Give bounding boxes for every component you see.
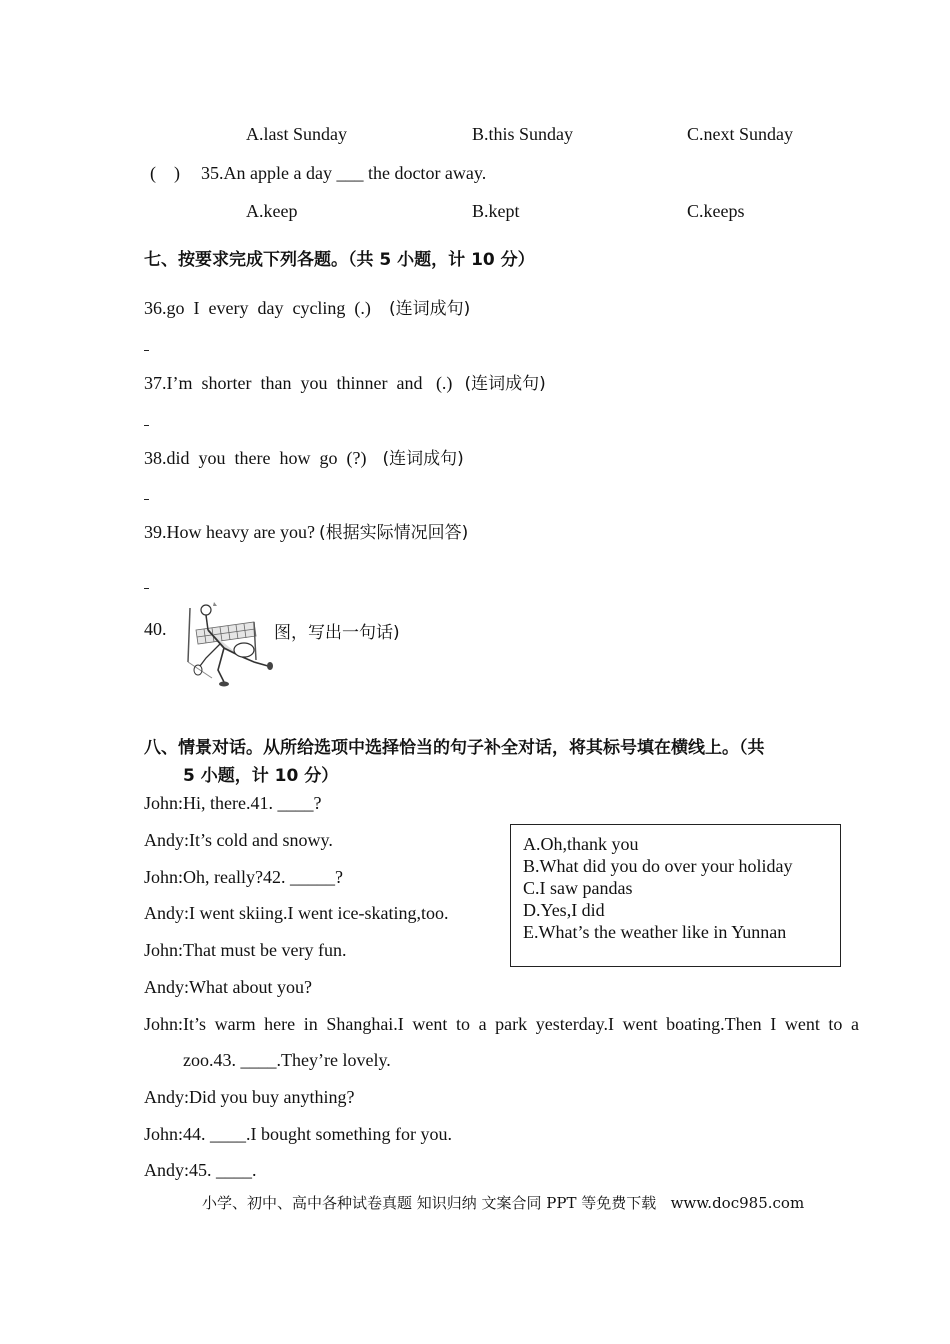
dialogue-line-2: Andy:It’s cold and snowy.: [144, 830, 333, 850]
dialogue-line-7-cont: zoo.43. ____.They’re lovely.: [183, 1050, 391, 1070]
dialogue-line-4: Andy:I went skiing.I went ice-skating,too.: [144, 903, 449, 923]
q35-stem: 35.An apple a day ___ the doctor away.: [201, 163, 487, 183]
section7-title: 七、按要求完成下列各题。（共 5 小题，计 10 分）: [144, 250, 535, 270]
option-b: B.What did you do over your holiday: [523, 856, 793, 876]
dialogue-line-10: Andy:45. ____.: [144, 1160, 257, 1180]
q34-option-a: A.last Sunday: [246, 124, 347, 144]
q39-text: 39.How heavy are you?: [144, 522, 315, 542]
q36-hint: (连词成句): [388, 299, 471, 319]
q35-option-c: C.keeps: [687, 201, 745, 221]
section8-title-line1: 八、情景对话。从所给选项中选择恰当的句子补全对话，将其标号填在横线上。（共: [144, 738, 765, 758]
q39-answer-line[interactable]: [144, 588, 149, 589]
q36: [144, 294, 470, 319]
dialogue-line-6: Andy:What about you?: [144, 977, 312, 997]
dialogue-line-1: John:Hi, there.41. ____?: [144, 793, 322, 813]
option-e: E.What’s the weather like in Yunnan: [523, 922, 787, 942]
q37-hint: (连词成句): [464, 374, 546, 394]
q35-answer-paren: ( ): [150, 163, 180, 183]
dialogue-line-5: John:That must be very fun.: [144, 940, 347, 960]
q35-option-b: B.kept: [472, 201, 520, 221]
q37-answer-line[interactable]: [144, 425, 149, 426]
q36-answer-line[interactable]: [144, 350, 149, 351]
option-a: A.Oh,thank you: [523, 834, 639, 854]
dialogue-line-8: Andy:Did you buy anything?: [144, 1087, 355, 1107]
q34-option-c: C.next Sunday: [687, 124, 793, 144]
section8-title-line2: 5 小题，计 10 分）: [183, 766, 339, 786]
q39: [144, 518, 468, 543]
q38-text: 38.did you there how go (?): [144, 448, 367, 468]
dialogue-line-3: John:Oh, really?42. _____?: [144, 867, 343, 887]
q40-hint: 图，写出一句话): [274, 623, 400, 643]
q40-number: 40.: [144, 619, 167, 639]
q37-text: 37.I’m shorter than you thinner and (.): [144, 373, 453, 393]
q39-hint: (根据实际情况回答): [318, 523, 469, 543]
dialogue-line-7: John:It’s warm here in Shanghai.I went to a park yesterday.I went boating.Then I went to a: [144, 1014, 859, 1034]
option-d: D.Yes,I did: [523, 900, 605, 920]
badminton-player-illustration: [184, 600, 276, 690]
q34-option-b: B.this Sunday: [472, 124, 574, 144]
option-c: C.I saw pandas: [523, 878, 633, 898]
q35-option-a: A.keep: [246, 201, 298, 221]
q36-text: 36.go I every day cycling (.): [144, 298, 371, 318]
options-box: [510, 824, 841, 967]
dialogue-line-9: John:44. ____.I bought something for you.: [144, 1124, 452, 1144]
q38-hint: (连词成句): [382, 449, 464, 469]
q38: [144, 444, 464, 469]
q38-answer-line[interactable]: [144, 499, 149, 500]
page-footer: 小学、初中、高中各种试卷真题 知识归纳 文案合同 PPT 等免费下载 www.doc985.com: [202, 1194, 805, 1212]
q37: [144, 369, 546, 394]
